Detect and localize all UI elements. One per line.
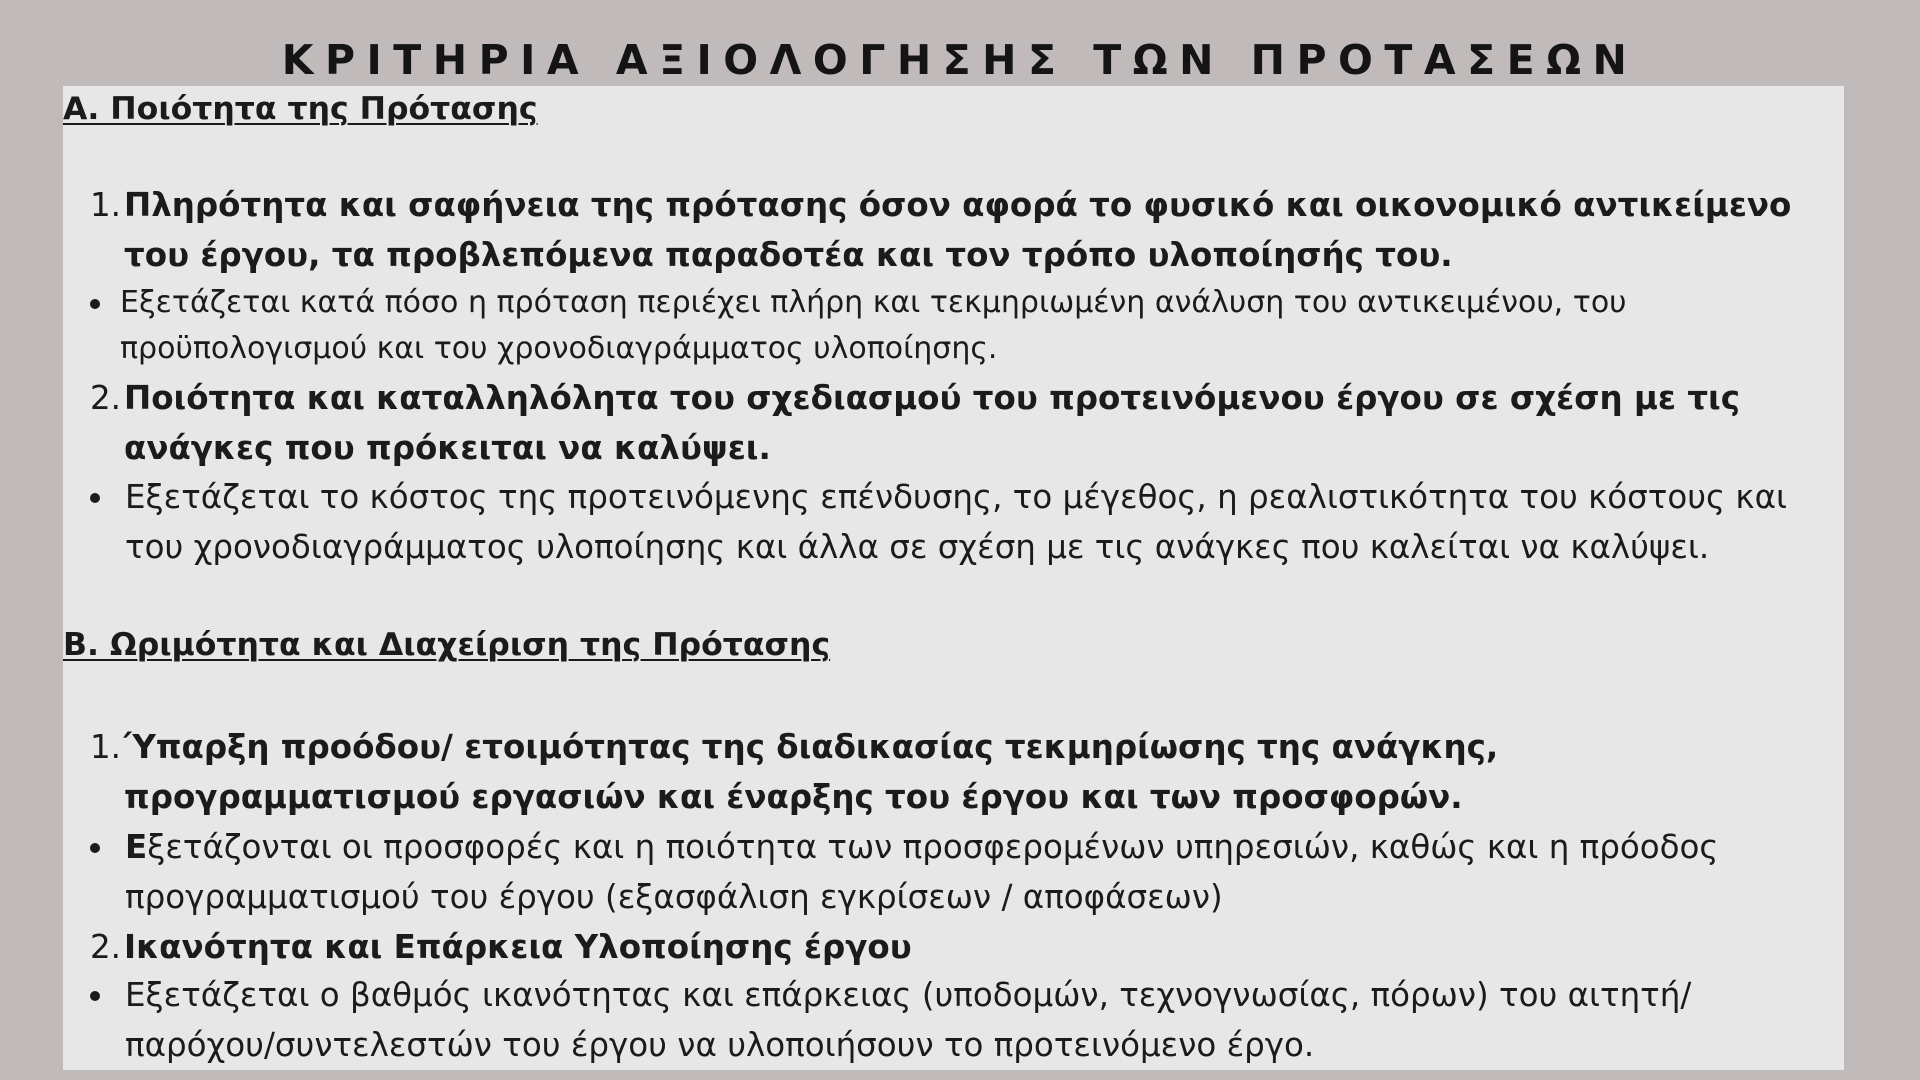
section-a-bullet-1 bbox=[90, 280, 1820, 372]
bullet-icon bbox=[90, 299, 100, 309]
section-b-criterion-2 bbox=[90, 922, 1810, 972]
bullet-text: Εξετάζεται κατά πόσο η πρόταση περιέχει πλήρη και τεκμηριωμένη ανάλυση του αντικειμένου, του προϋπολογισμού και του χρονοδιαγράμματος υλοποίησης. bbox=[120, 285, 1627, 366]
bullet-lead-letter: Ε bbox=[125, 828, 148, 866]
section-a-criterion-2 bbox=[90, 373, 1810, 473]
page-title: ΚΡΙΤΗΡΙΑ ΑΞΙΟΛΟΓΗΣΗΣ ΤΩΝ ΠΡΟΤΑΣΕΩΝ bbox=[281, 36, 1639, 84]
bullet-text bbox=[125, 822, 1820, 922]
section-a-bullet-2 bbox=[90, 472, 1820, 572]
section-a-criterion-1 bbox=[90, 180, 1810, 280]
section-a-heading: Α. Ποιότητα της Πρότασης bbox=[63, 91, 538, 127]
bullet-rest: ξετάζονται οι προσφορές και η ποιότητα των προσφερομένων υπηρεσιών, καθώς και η πρόοδος προγραμματισμού του έργου (εξασφάλιση εγκρίσεων / αποφάσεων) bbox=[125, 828, 1719, 916]
criterion-number: 1. bbox=[90, 186, 122, 224]
criterion-text: Ύπαρξη προόδου/ ετοιμότητας της διαδικασίας τεκμηρίωσης της ανάγκης, προγραμματισμού εργασιών και έναρξης του έργου και των προσφορών. bbox=[124, 728, 1499, 816]
criterion-number: 2. bbox=[90, 379, 122, 417]
criterion-text: Ποιότητα και καταλληλόλητα του σχεδιασμού του προτεινόμενου έργου σε σχέση με τις ανάγκες που πρόκειται να καλύψει. bbox=[124, 379, 1740, 467]
section-b-heading: Β. Ωριμότητα και Διαχείριση της Πρότασης bbox=[63, 627, 831, 663]
section-b-bullet-1 bbox=[90, 822, 1820, 922]
criterion-number: 1. bbox=[90, 728, 122, 766]
bullet-icon bbox=[90, 991, 100, 1001]
section-b-criterion-1 bbox=[90, 722, 1810, 822]
bullet-text: Εξετάζεται ο βαθμός ικανότητας και επάρκειας (υποδομών, τεχνογνωσίας, πόρων) του αιτητή/ παρόχου/συντελεστών του έργου να υλοποιήσουν το προτεινόμενο έργο. bbox=[125, 976, 1692, 1064]
criterion-text: Πληρότητα και σαφήνεια της πρότασης όσον αφορά το φυσικό και οικονομικό αντικείμενο του έργου, τα προβλεπόμενα παραδοτέα και τον τρόπο υλοποίησής του. bbox=[124, 186, 1792, 274]
criterion-text: Ικανότητα και Επάρκεια Υλοποίησης έργου bbox=[124, 928, 912, 966]
bullet-icon bbox=[90, 493, 100, 503]
section-b-bullet-2 bbox=[90, 970, 1820, 1070]
bullet-text: Εξετάζεται το κόστος της προτεινόμενης επένδυσης, το μέγεθος, η ρεαλιστικότητα του κόστους και του χρονοδιαγράμματος υλοποίησης και άλλα σε σχέση με τις ανάγκες που καλείται να καλύψει. bbox=[125, 478, 1788, 566]
bullet-icon bbox=[90, 843, 100, 853]
criterion-number: 2. bbox=[90, 928, 122, 966]
